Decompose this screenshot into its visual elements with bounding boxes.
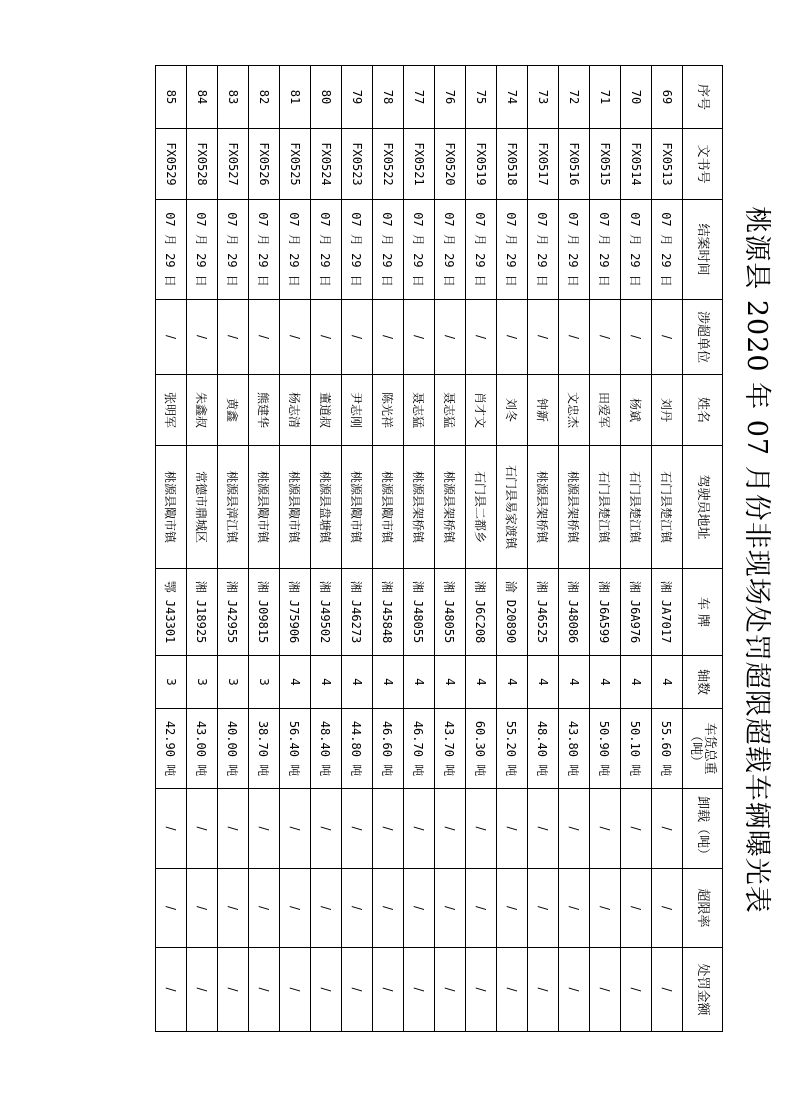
axle-count-cell: 3 [249,656,280,709]
col-header-unload: 卸载（吨） [683,789,723,869]
involved-unit-cell: / [435,300,466,375]
gross-weight-cell: 48.40 吨 [528,709,559,789]
plate-number-cell: 湘 J09815 [249,569,280,656]
fine-amount-cell: / [466,948,497,1032]
close-date-cell: 07 月 29 日 [590,200,621,300]
table-row [342,66,373,1032]
table-row [249,66,280,1032]
unload-amount-cell: / [621,789,652,869]
driver-name-cell: 钟新 [528,375,559,446]
close-date-cell: 07 月 29 日 [559,200,590,300]
col-header-rate: 超限率 [683,869,723,948]
fine-amount-cell: / [652,948,683,1032]
gross-weight-cell: 50.10 吨 [621,709,652,789]
col-header-date: 结案时间 [683,200,723,300]
overload-rate-cell: / [466,869,497,948]
overload-rate-cell: / [373,869,404,948]
table-row [590,66,621,1032]
involved-unit-cell: / [218,300,249,375]
overload-rate-cell: / [497,869,528,948]
driver-address-cell: 桃源县漳江镇 [218,446,249,569]
unload-amount-cell: / [249,789,280,869]
driver-name-cell: 董道叔 [311,375,342,446]
table-body [156,66,683,1032]
plate-number-cell: 湘 J48086 [559,569,590,656]
doc-number-cell: FX0521 [404,129,435,200]
unload-amount-cell: / [311,789,342,869]
table-row [404,66,435,1032]
table-row [466,66,497,1032]
close-date-cell: 07 月 29 日 [621,200,652,300]
fine-amount-cell: / [280,948,311,1032]
table-row [621,66,652,1032]
violation-table [155,65,723,1032]
gross-weight-cell: 56.40 吨 [280,709,311,789]
driver-name-cell: 陈光祥 [373,375,404,446]
close-date-cell: 07 月 29 日 [404,200,435,300]
unload-amount-cell: / [528,789,559,869]
involved-unit-cell: / [652,300,683,375]
unload-amount-cell: / [404,789,435,869]
col-header-fine: 处罚金额 [683,948,723,1032]
gross-weight-cell: 40.00 吨 [218,709,249,789]
axle-count-cell: 4 [311,656,342,709]
gross-weight-cell: 50.90 吨 [590,709,621,789]
gross-weight-cell: 43.80 吨 [559,709,590,789]
gross-weight-cell: 48.40 吨 [311,709,342,789]
row-no-cell: 82 [249,66,280,129]
col-header-axles: 轴数 [683,656,723,709]
involved-unit-cell: / [528,300,559,375]
row-no-cell: 69 [652,66,683,129]
axle-count-cell: 4 [590,656,621,709]
fine-amount-cell: / [218,948,249,1032]
overload-rate-cell: / [435,869,466,948]
doc-number-cell: FX0518 [497,129,528,200]
plate-number-cell: 湘 J48055 [404,569,435,656]
involved-unit-cell: / [590,300,621,375]
overload-rate-cell: / [187,869,218,948]
doc-number-cell: FX0513 [652,129,683,200]
driver-address-cell: 桃源县陬市镇 [342,446,373,569]
row-no-cell: 83 [218,66,249,129]
overload-rate-cell: / [218,869,249,948]
overload-rate-cell: / [621,869,652,948]
axle-count-cell: 4 [280,656,311,709]
fine-amount-cell: / [528,948,559,1032]
page-title: 桃源县 2020 年 07 月份非现场处罚超限超载车辆曝光表 [741,206,772,914]
plate-number-cell: 渝 D20890 [497,569,528,656]
plate-number-cell: 湘 J46525 [528,569,559,656]
table-row [156,66,187,1032]
overload-rate-cell: / [342,869,373,948]
driver-address-cell: 桃源县陬市镇 [249,446,280,569]
doc-number-cell: FX0515 [590,129,621,200]
unload-amount-cell: / [559,789,590,869]
unload-amount-cell: / [652,789,683,869]
driver-name-cell: 尹志刚 [342,375,373,446]
plate-number-cell: 湘 J48055 [435,569,466,656]
table-row [280,66,311,1032]
overload-rate-cell: / [249,869,280,948]
involved-unit-cell: / [280,300,311,375]
involved-unit-cell: / [342,300,373,375]
fine-amount-cell: / [311,948,342,1032]
involved-unit-cell: / [497,300,528,375]
doc-number-cell: FX0529 [156,129,187,200]
driver-address-cell: 石门县易家渡镇 [497,446,528,569]
involved-unit-cell: / [466,300,497,375]
doc-number-cell: FX0519 [466,129,497,200]
unload-amount-cell: / [590,789,621,869]
close-date-cell: 07 月 29 日 [187,200,218,300]
driver-address-cell: 常德市鼎城区 [187,446,218,569]
driver-name-cell: 杨志清 [280,375,311,446]
gross-weight-cell: 55.60 吨 [652,709,683,789]
close-date-cell: 07 月 29 日 [156,200,187,300]
table-row [559,66,590,1032]
driver-address-cell: 桃源县架桥镇 [404,446,435,569]
col-header-address: 驾驶员地址 [683,446,723,569]
gross-weight-cell: 46.70 吨 [404,709,435,789]
driver-address-cell: 桃源县架桥镇 [528,446,559,569]
table-row [373,66,404,1032]
row-no-cell: 75 [466,66,497,129]
driver-name-cell: 肖才文 [466,375,497,446]
involved-unit-cell: / [249,300,280,375]
close-date-cell: 07 月 29 日 [497,200,528,300]
col-header-name: 姓名 [683,375,723,446]
overload-rate-cell: / [528,869,559,948]
plate-number-cell: 湘 J75906 [280,569,311,656]
driver-name-cell: 田爱军 [590,375,621,446]
involved-unit-cell: / [404,300,435,375]
doc-number-cell: FX0525 [280,129,311,200]
fine-amount-cell: / [249,948,280,1032]
driver-address-cell: 石门县楚江镇 [652,446,683,569]
unload-amount-cell: / [187,789,218,869]
gross-weight-cell: 46.60 吨 [373,709,404,789]
gross-weight-cell: 60.30 吨 [466,709,497,789]
axle-count-cell: 3 [156,656,187,709]
row-no-cell: 73 [528,66,559,129]
close-date-cell: 07 月 29 日 [528,200,559,300]
involved-unit-cell: / [559,300,590,375]
table-row [435,66,466,1032]
plate-number-cell: 湘 J49502 [311,569,342,656]
driver-address-cell: 石门县二都乡 [466,446,497,569]
axle-count-cell: 3 [218,656,249,709]
driver-name-cell: 熊建华 [249,375,280,446]
doc-number-cell: FX0528 [187,129,218,200]
table-row [497,66,528,1032]
plate-number-cell: 湘 J46273 [342,569,373,656]
involved-unit-cell: / [156,300,187,375]
table-row [187,66,218,1032]
close-date-cell: 07 月 29 日 [652,200,683,300]
close-date-cell: 07 月 29 日 [218,200,249,300]
plate-number-cell: 湘 J45848 [373,569,404,656]
unload-amount-cell: / [497,789,528,869]
row-no-cell: 78 [373,66,404,129]
close-date-cell: 07 月 29 日 [373,200,404,300]
row-no-cell: 80 [311,66,342,129]
overload-rate-cell: / [559,869,590,948]
row-no-cell: 74 [497,66,528,129]
unload-amount-cell: / [218,789,249,869]
fine-amount-cell: / [342,948,373,1032]
gross-weight-cell: 42.90 吨 [156,709,187,789]
close-date-cell: 07 月 29 日 [280,200,311,300]
axle-count-cell: 4 [373,656,404,709]
fine-amount-cell: / [187,948,218,1032]
plate-number-cell: 湘 J42955 [218,569,249,656]
overload-rate-cell: / [311,869,342,948]
gross-weight-cell: 38.70 吨 [249,709,280,789]
row-no-cell: 77 [404,66,435,129]
unload-amount-cell: / [435,789,466,869]
driver-address-cell: 石门县楚江镇 [590,446,621,569]
fine-amount-cell: / [621,948,652,1032]
plate-number-cell: 湘 J6A976 [621,569,652,656]
table-row [528,66,559,1032]
driver-address-cell: 桃源县盘塘镇 [311,446,342,569]
row-no-cell: 70 [621,66,652,129]
overload-rate-cell: / [590,869,621,948]
table-row [311,66,342,1032]
doc-number-cell: FX0526 [249,129,280,200]
involved-unit-cell: / [311,300,342,375]
doc-number-cell: FX0523 [342,129,373,200]
driver-name-cell: 朱鑫叔 [187,375,218,446]
table-row [218,66,249,1032]
driver-name-cell: 聂志猛 [435,375,466,446]
axle-count-cell: 3 [187,656,218,709]
driver-address-cell: 桃源县架桥镇 [435,446,466,569]
driver-name-cell: 刘丹 [652,375,683,446]
overload-rate-cell: / [404,869,435,948]
plate-number-cell: 湘 J6C208 [466,569,497,656]
row-no-cell: 76 [435,66,466,129]
overload-rate-cell: / [652,869,683,948]
col-header-no: 序号 [683,66,723,129]
col-header-plate: 车 牌 [683,569,723,656]
fine-amount-cell: / [559,948,590,1032]
plate-number-cell: 湘 J6A599 [590,569,621,656]
axle-count-cell: 4 [466,656,497,709]
axle-count-cell: 4 [497,656,528,709]
row-no-cell: 79 [342,66,373,129]
close-date-cell: 07 月 29 日 [249,200,280,300]
plate-number-cell: 湘 JA7017 [652,569,683,656]
row-no-cell: 72 [559,66,590,129]
doc-number-cell: FX0520 [435,129,466,200]
unload-amount-cell: / [156,789,187,869]
axle-count-cell: 4 [652,656,683,709]
fine-amount-cell: / [435,948,466,1032]
gross-weight-cell: 43.70 吨 [435,709,466,789]
table-row [652,66,683,1032]
driver-address-cell: 石门县楚江镇 [621,446,652,569]
overload-rate-cell: / [280,869,311,948]
col-header-doc: 文书号 [683,129,723,200]
fine-amount-cell: / [156,948,187,1032]
gross-weight-cell: 43.00 吨 [187,709,218,789]
axle-count-cell: 4 [528,656,559,709]
driver-address-cell: 桃源县陬市镇 [373,446,404,569]
doc-number-cell: FX0522 [373,129,404,200]
unload-amount-cell: / [342,789,373,869]
driver-name-cell: 刘冬 [497,375,528,446]
doc-number-cell: FX0527 [218,129,249,200]
involved-unit-cell: / [621,300,652,375]
col-header-weight: 车货总重（吨） [683,709,723,789]
involved-unit-cell: / [187,300,218,375]
doc-number-cell: FX0524 [311,129,342,200]
driver-name-cell: 张明军 [156,375,187,446]
driver-name-cell: 文忠杰 [559,375,590,446]
fine-amount-cell: / [404,948,435,1032]
row-no-cell: 81 [280,66,311,129]
overload-rate-cell: / [156,869,187,948]
close-date-cell: 07 月 29 日 [466,200,497,300]
driver-address-cell: 桃源县陬市镇 [156,446,187,569]
close-date-cell: 07 月 29 日 [311,200,342,300]
row-no-cell: 71 [590,66,621,129]
doc-number-cell: FX0517 [528,129,559,200]
axle-count-cell: 4 [342,656,373,709]
fine-amount-cell: / [590,948,621,1032]
unload-amount-cell: / [466,789,497,869]
driver-address-cell: 桃源县陬市镇 [280,446,311,569]
axle-count-cell: 4 [435,656,466,709]
unload-amount-cell: / [280,789,311,869]
gross-weight-cell: 44.80 吨 [342,709,373,789]
header-row [683,66,723,1032]
involved-unit-cell: / [373,300,404,375]
plate-number-cell: 湘 J18925 [187,569,218,656]
driver-name-cell: 黄鑫 [218,375,249,446]
col-header-unit: 涉超单位 [683,300,723,375]
fine-amount-cell: / [373,948,404,1032]
row-no-cell: 85 [156,66,187,129]
axle-count-cell: 4 [404,656,435,709]
plate-number-cell: 鄂 J43301 [156,569,187,656]
unload-amount-cell: / [373,789,404,869]
driver-name-cell: 聂志猛 [404,375,435,446]
row-no-cell: 84 [187,66,218,129]
driver-name-cell: 杨斌 [621,375,652,446]
gross-weight-cell: 55.20 吨 [497,709,528,789]
axle-count-cell: 4 [621,656,652,709]
doc-number-cell: FX0514 [621,129,652,200]
close-date-cell: 07 月 29 日 [342,200,373,300]
fine-amount-cell: / [497,948,528,1032]
doc-number-cell: FX0516 [559,129,590,200]
close-date-cell: 07 月 29 日 [435,200,466,300]
axle-count-cell: 4 [559,656,590,709]
driver-address-cell: 桃源县架桥镇 [559,446,590,569]
